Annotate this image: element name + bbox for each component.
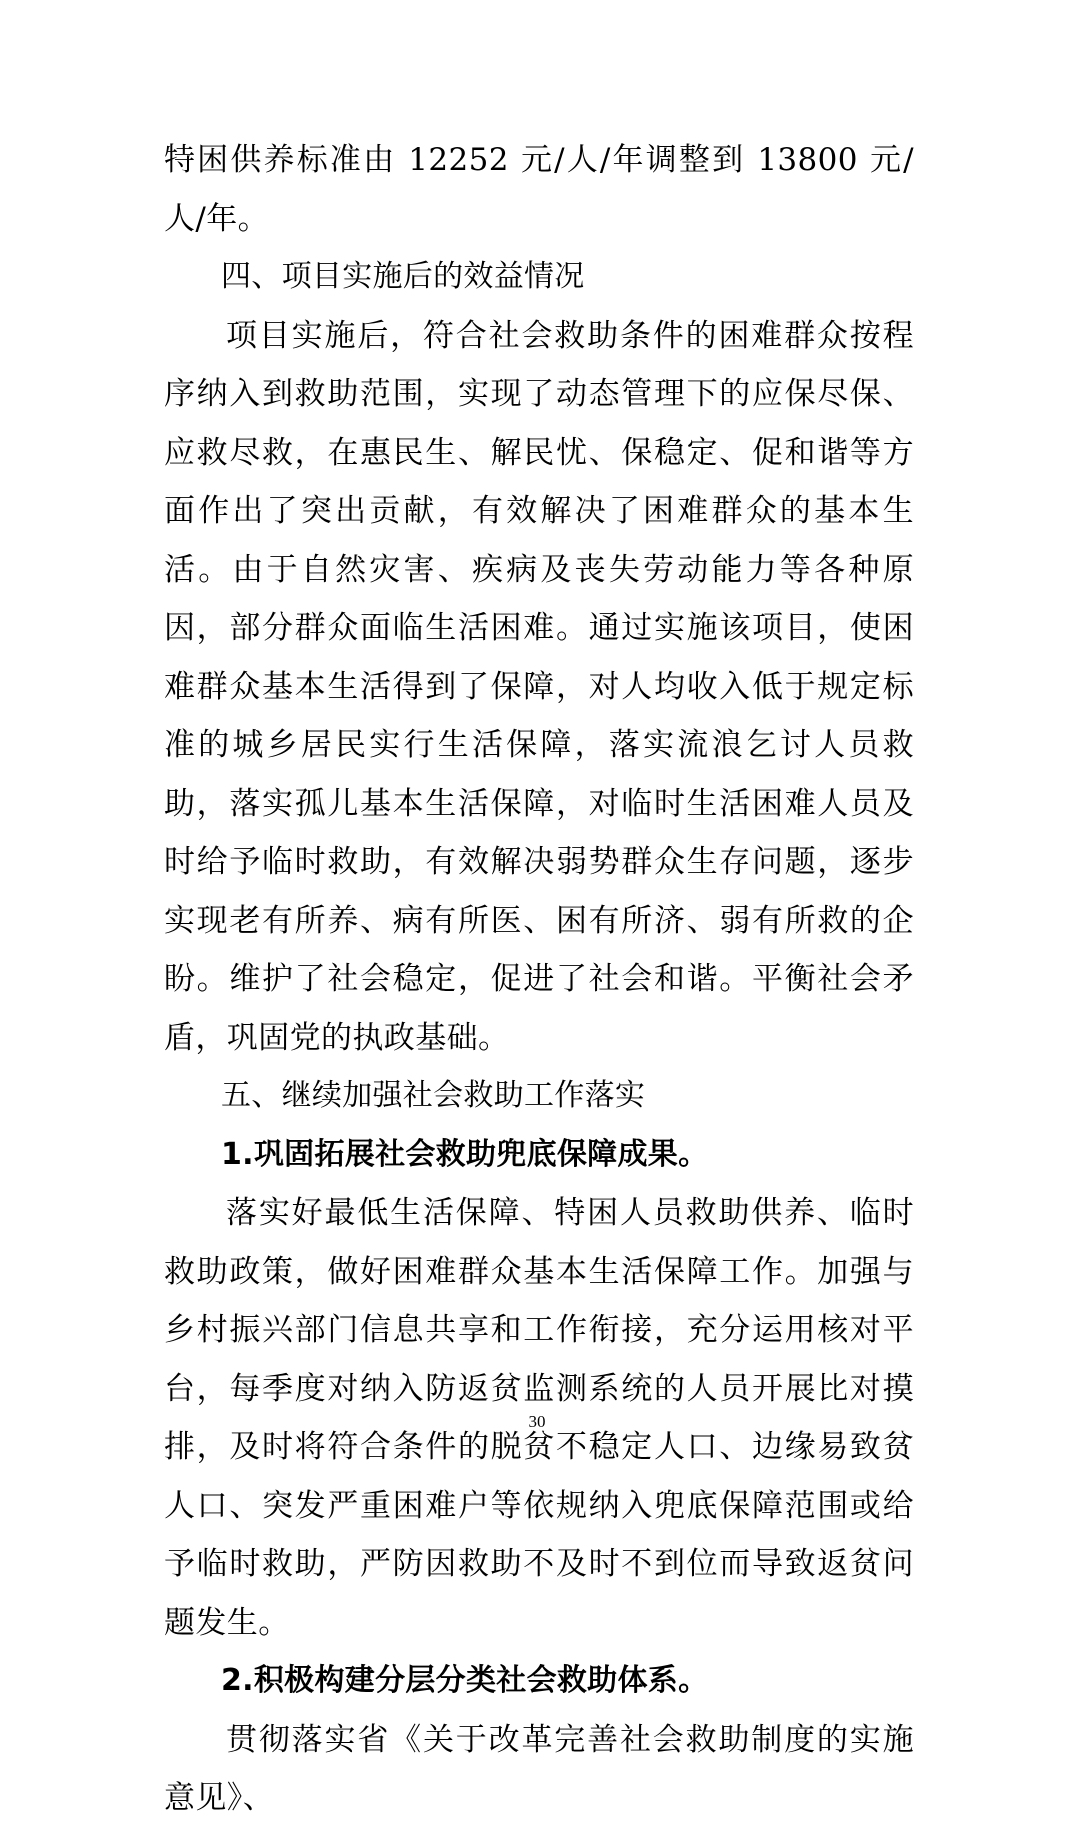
subheading-consolidate: 1.巩固拓展社会救助兜底保障成果。 [221, 1136, 709, 1172]
paragraph-build-system: 贯彻落实省《关于改革完善社会救助制度的实施意见》、 [164, 1721, 914, 1816]
paragraph-consolidate: 落实好最低生活保障、特困人员救助供养、临时救助政策，做好困难群众基本生活保障工作。加强与乡村振兴部门信息共享和工作衔接，充分运用核对平台，每季度对纳入防返贫监测系统的人员开展比对摸排，及时将符合条件的脱贫不稳定人口、边缘易致贫人口、突发严重困难户等依规纳入兜底保障范围或给予临时救助，严防因救助不及时不到位而导致返贫问题发生。 [164, 1195, 914, 1641]
paragraph-benefits: 项目实施后，符合社会救助条件的困难群众按程序纳入到救助范围，实现了动态管理下的应保尽保、应救尽救，在惠民生、解民忧、保稳定、促和谐等方面作出了突出贡献，有效解决了困难群众的基本生活。由于自然灾害、疾病及丧失劳动能力等各种原因，部分群众面临生活困难。通过实施该项目，使困难群众基本生活得到了保障，对人均收入低于规定标准的城乡居民实行生活保障，落实流浪乞讨人员救助，落实孤儿基本生活保障，对临时生活困难人员及时给予临时救助，有效解决弱势群众生存问题，逐步实现老有所养、病有所医、困有所济、弱有所救的企盼。维护了社会稳定，促进了社会和谐。平衡社会矛盾，巩固党的执政基础。 [164, 317, 914, 1056]
section-heading-strengthen: 五、继续加强社会救助工作落实 [221, 1078, 646, 1113]
paragraph-standard-adjustment: 特困供养标准由 12252 元/人/年调整到 13800 元/人/年。 [164, 142, 914, 237]
page-body [164, 131, 914, 1828]
section-heading-benefits: 四、项目实施后的效益情况 [221, 259, 585, 294]
page-number: 30 [528, 1412, 546, 1431]
subheading-build-system: 2.积极构建分层分类社会救助体系。 [221, 1663, 709, 1698]
